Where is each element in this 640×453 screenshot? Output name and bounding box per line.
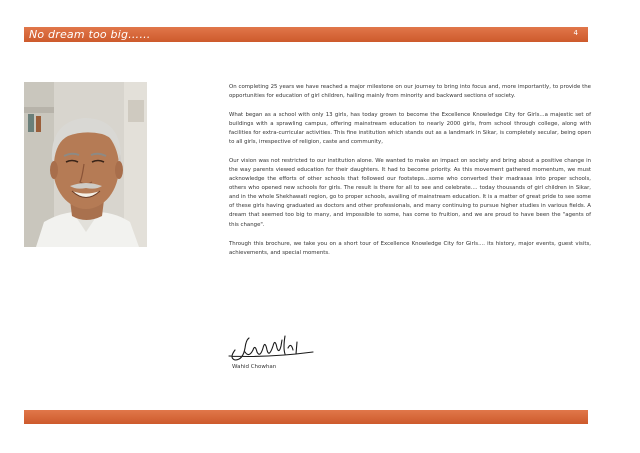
paragraph-1: On completing 25 years we have reached a major milestone on our journey to bring into focus and, more importantly, to provide the opportunities for education of girl children, hailing mainly from minority and backward sections of society.: [229, 84, 591, 100]
page-number: 4: [573, 29, 578, 37]
signatory-name: Wahid Chowhan: [232, 364, 277, 370]
header-band: [24, 27, 588, 42]
paragraph-2: What began as a school with only 13 girls, has today grown to become the Excellence Knowledge City for Girls...a majestic set of buildings with a sprawling campus, offering mainstream education to nearly 2000 girls, from school through college, along with facilities for extra-curricular activities. This fine institution which stands out as a landmark in Sikar, is completely secular, being open to all girls, irrespective of religion, caste and community,: [229, 111, 591, 146]
handwritten-signature: [227, 328, 319, 364]
footer-band: [24, 410, 588, 424]
portrait-photo: [24, 82, 147, 247]
paragraph-4: Through this brochure, we take you on a short tour of Excellence Knowledge City for Girls.... its history, major events, guest visits, achievements, and special moments.: [229, 240, 591, 256]
paragraph-3: Our vision was not restricted to our institution alone. We wanted to make an impact on society and bring about a positive change in the way parents viewed education for their daughters. It had to become priority. As this movement gathered momentum, we must acknowledge the efforts of other schools that followed our footsteps...some who converted their madrasas into proper schools, others who opened new schools for girls. The result is there for all to see and celebrate.... today thousands of girl children in Sikar, and in the whole Shekhawati region, go to proper schools, availing of mainstream education. It is a matter of great pride to see some of these girls having graduated as doctors and other professionals, and many continuing to pursue higher studies in various fields. A dream that seemed too big to many, and impossible to some, has come to fruition, and we are proud to have been the "agents of this change".: [229, 157, 591, 228]
page-title: No dream too big……: [29, 28, 151, 41]
body-text: [229, 83, 591, 267]
